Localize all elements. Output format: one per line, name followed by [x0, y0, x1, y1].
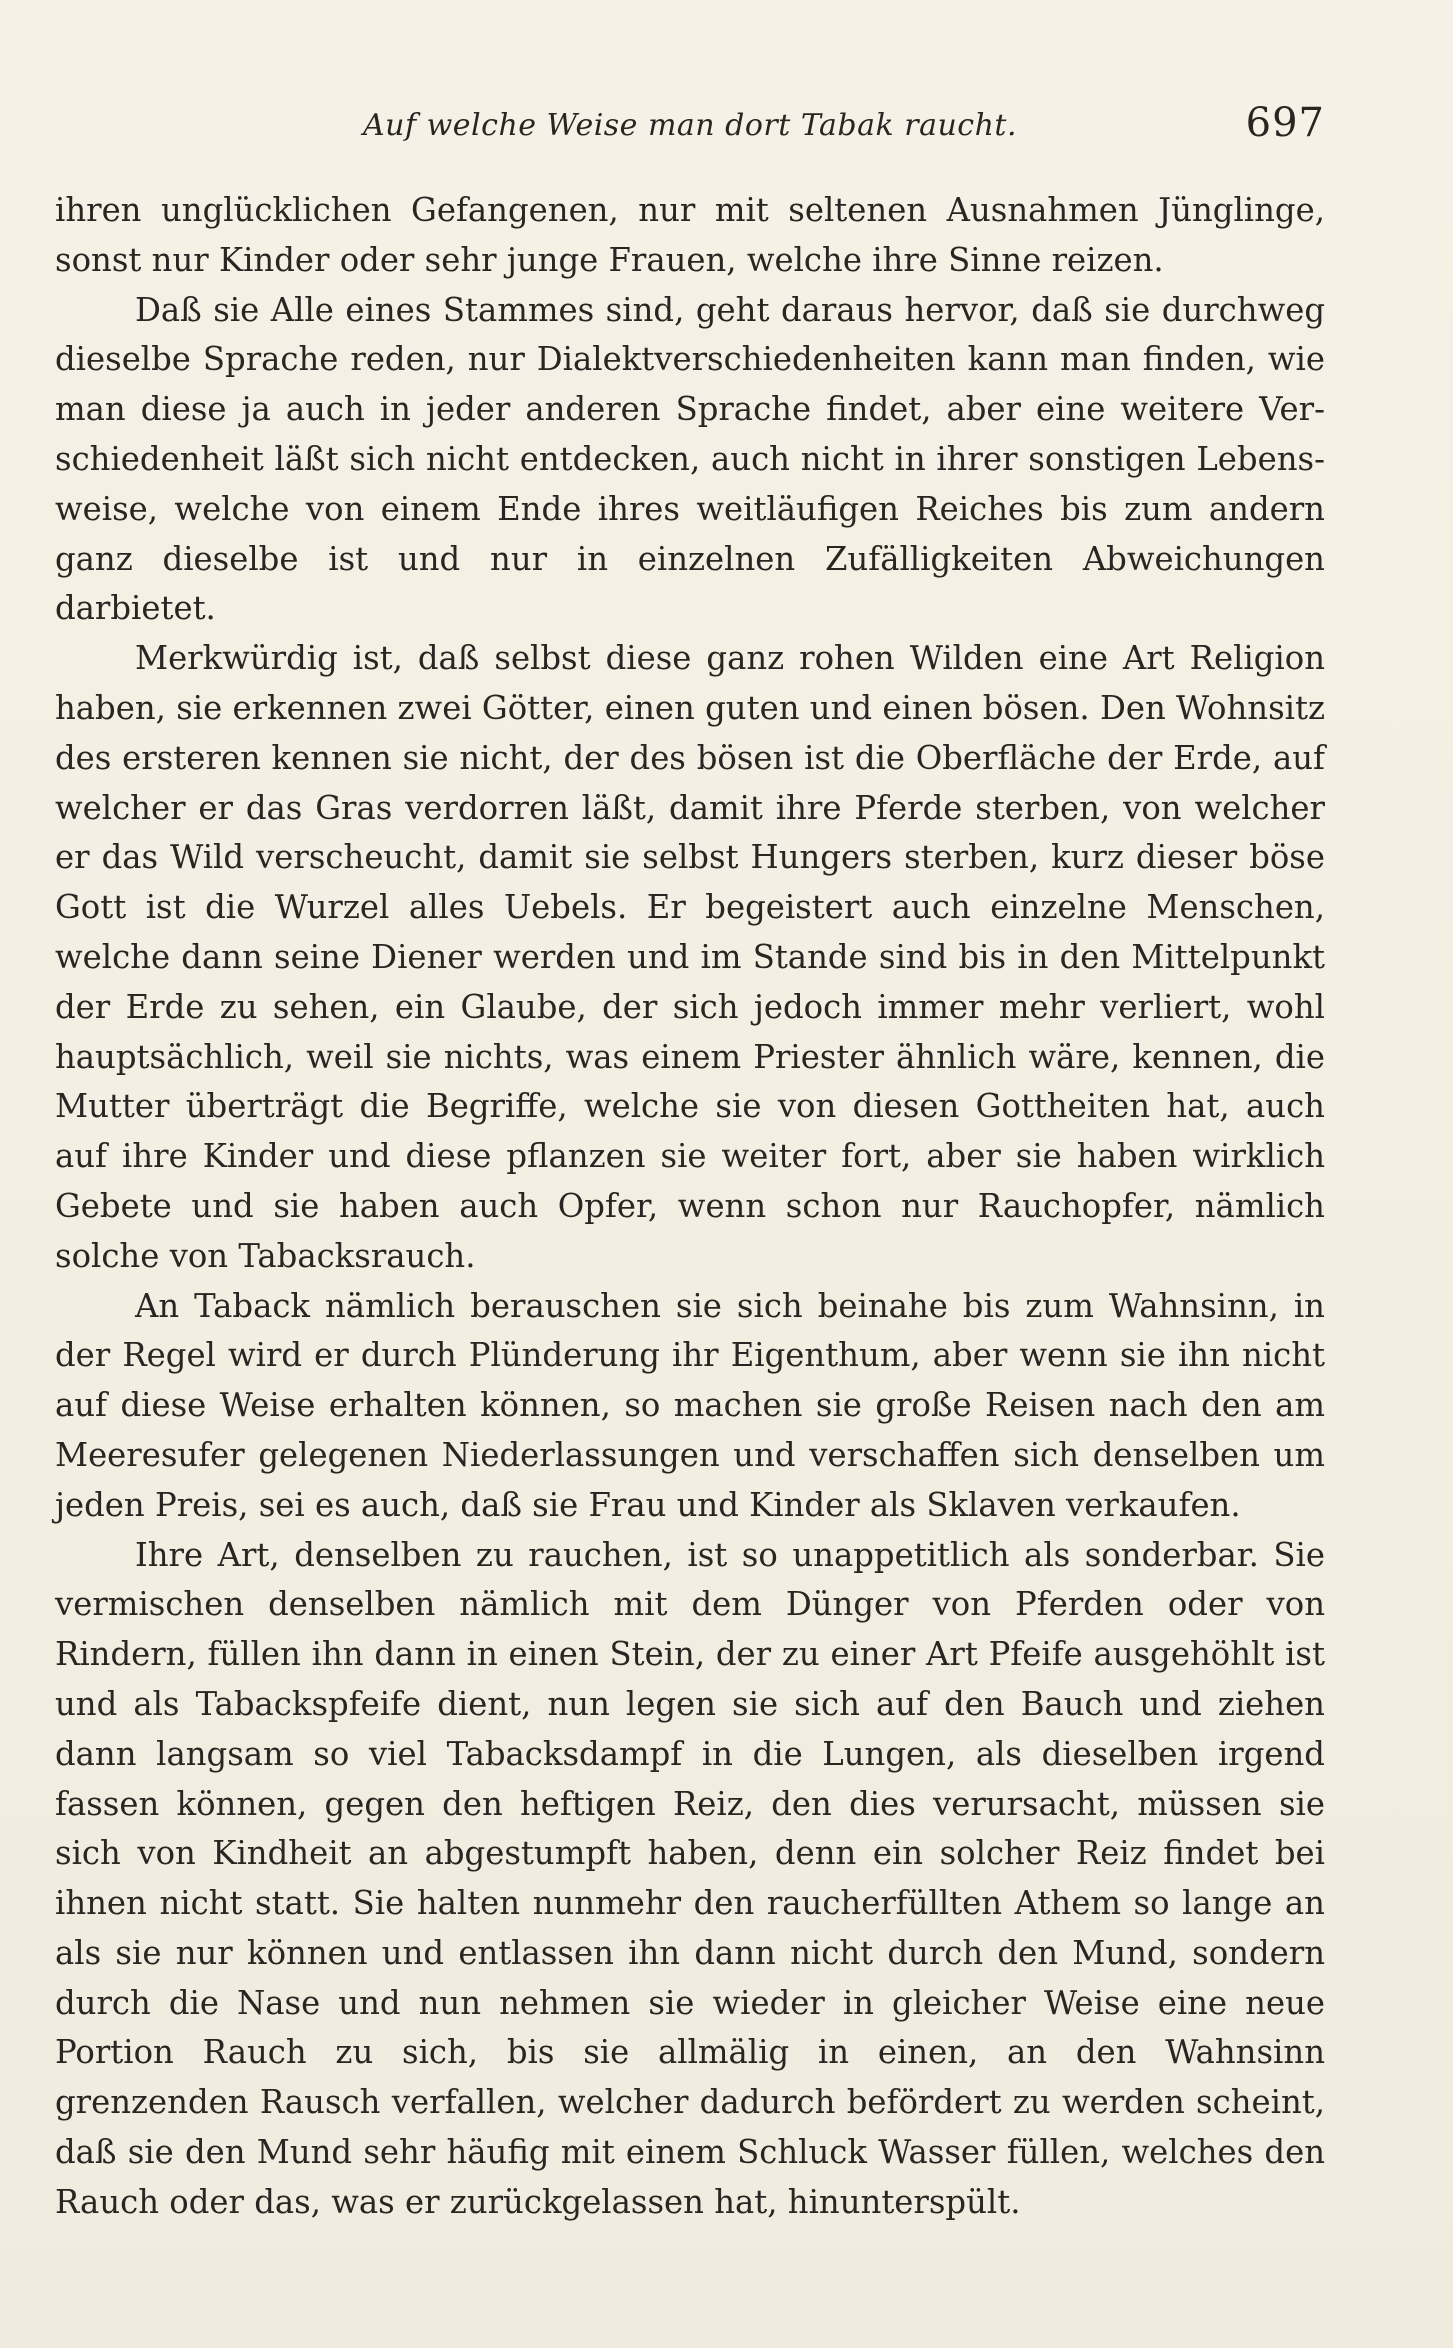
body-text: [55, 186, 1325, 2228]
paragraph: Daß sie Alle eines Stammes sind, geht daraus hervor, daß sie durchweg dieselbe Sprache reden, nur Dialektverschiedenheiten kann man finden, wie man diese ja auch in jeder anderen Sprache findet, aber eine weitere Verschiedenheit läßt sich nicht entdecken, auch nicht in ihrer sonstigen Lebensweise, welche von einem Ende ihres weitläufigen Reiches bis zum andern ganz dieselbe ist und nur in einzelnen Zufälligkeiten Abweichungen darbietet.: [55, 290, 1325, 628]
page-number: 697: [1245, 100, 1325, 146]
paragraph: ihren unglücklichen Gefangenen, nur mit seltenen Ausnahmen Jünglinge, sonst nur Kinder oder sehr junge Frauen, welche ihre Sinne reizen.: [55, 191, 1325, 279]
paragraph: Merkwürdig ist, daß selbst diese ganz rohen Wilden eine Art Religion haben, sie erkennen zwei Götter, einen guten und einen bösen. Den Wohnsitz des ersteren kennen sie nicht, der des bösen ist die Oberfläche der Erde, auf welcher er das Gras verdorren läßt, damit ihre Pferde sterben, von welcher er das Wild verscheucht, damit sie selbst Hungers sterben, kurz dieser böse Gott ist die Wurzel alles Uebels. Er begeistert auch einzelne Menschen, welche dann seine Diener werden und im Stande sind bis in den Mittelpunkt der Erde zu sehen, ein Glaube, der sich jedoch immer mehr verliert, wohl hauptsächlich, weil sie nichts, was einem Priester ähnlich wäre, kennen, die Mutter überträgt die Begriffe, welche sie von diesen Gottheiten hat, auch auf ihre Kinder und diese pflanzen sie weiter fort, aber sie haben wirklich Gebete und sie haben auch Opfer, wenn schon nur Rauchopfer, nämlich solche von Tabacksrauch.: [55, 639, 1325, 1275]
page-header: [55, 100, 1325, 160]
paragraph: An Taback nämlich berauschen sie sich beinahe bis zum Wahnsinn, in der Regel wird er durch Plünderung ihr Eigenthum, aber wenn sie ihn nicht auf diese Weise erhalten können, so machen sie große Reisen nach den am Meeresufer gelegenen Niederlassungen und verschaffen sich denselben um jeden Preis, sei es auch, daß sie Frau und Kinder als Sklaven verkaufen.: [55, 1286, 1325, 1524]
running-title: Auf welche Weise man dort Tabak raucht.: [362, 108, 1017, 143]
paragraph: Ihre Art, denselben zu rauchen, ist so unappetitlich als sonderbar. Sie vermischen denselben nämlich mit dem Dünger von Pferden oder von Rindern, füllen ihn dann in einen Stein, der zu einer Art Pfeife ausgehöhlt ist und als Tabackspfeife dient, nun legen sie sich auf den Bauch und ziehen dann langsam so viel Tabacksdampf in die Lungen, als dieselben irgend fassen können, gegen den heftigen Reiz, den dies verursacht, müssen sie sich von Kindheit an abgestumpft haben, denn ein solcher Reiz findet bei ihnen nicht statt. Sie halten nunmehr den raucherfüllten Athem so lange an als sie nur können und entlassen ihn dann nicht durch den Mund, sondern durch die Nase und nun nehmen sie wieder in gleicher Weise eine neue Portion Rauch zu sich, bis sie allmälig in einen, an den Wahnsinn grenzenden Rausch verfallen, welcher dadurch befördert zu werden scheint, daß sie den Mund sehr häufig mit einem Schluck Wasser füllen, welches den Rauch oder das, was er zurückgelassen hat, hinunterspült.: [55, 1535, 1325, 2221]
